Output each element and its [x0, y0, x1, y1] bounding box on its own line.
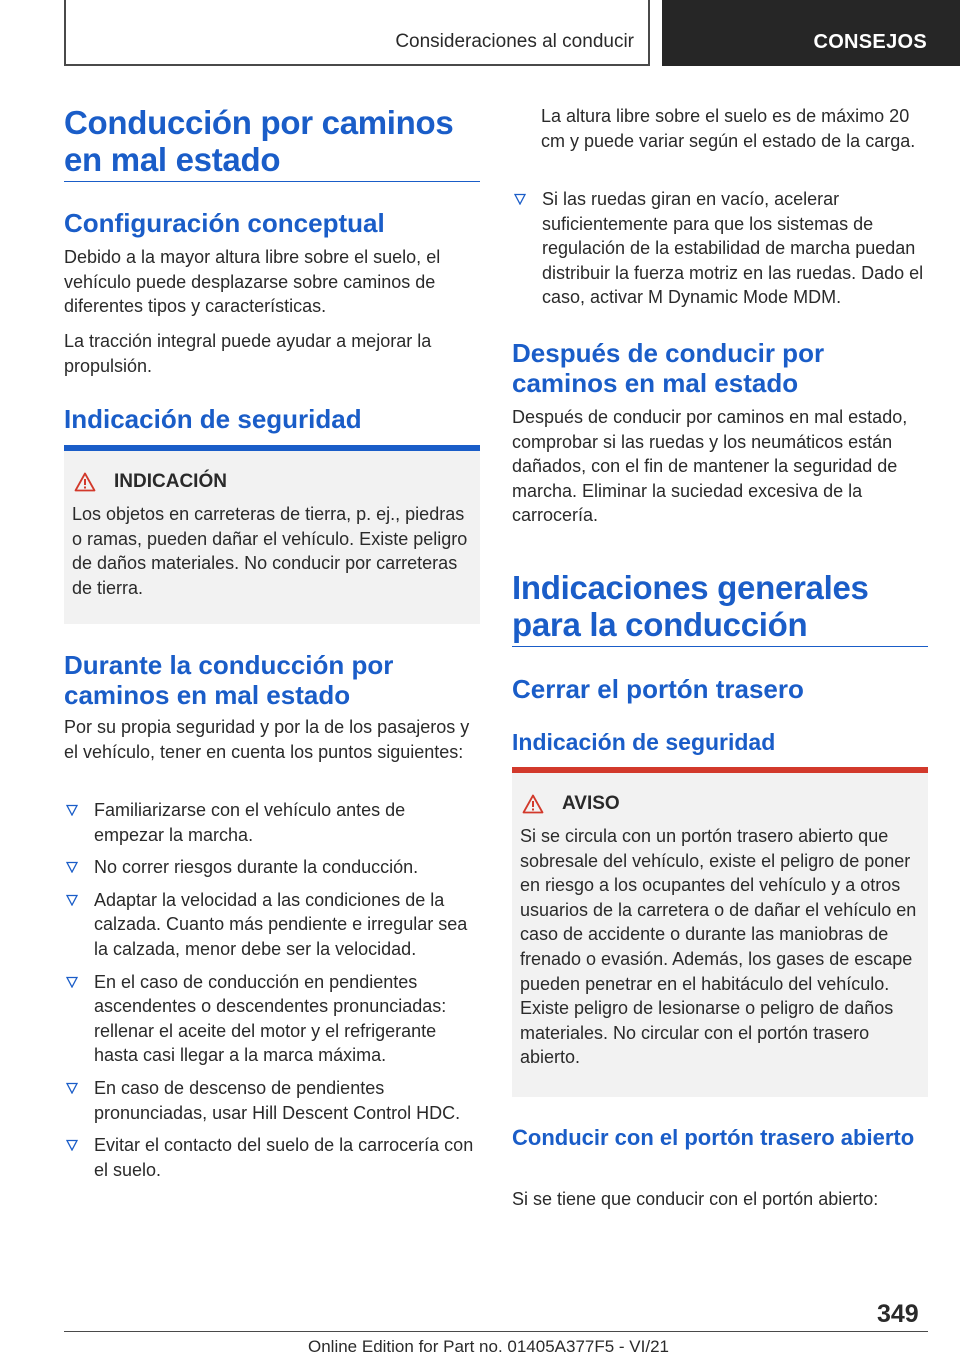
- open-tailgate-heading: Conducir con el portón trasero abierto: [512, 1125, 915, 1150]
- list-item-text: Si las ruedas giran en vacío, acelerar suficientemente para que los sistemas de regulación de la estabilidad de marcha puedan distribuir la fuerza motriz en las ruedas. Dado el caso, activar M Dynamic Mode MDM.: [542, 189, 924, 308]
- open-tailgate-paragraph: Si se tiene que conducir con el portón abierto:: [512, 1189, 879, 1209]
- triangle-bullet-icon: [514, 193, 526, 205]
- triangle-bullet-icon: [66, 976, 78, 988]
- header-section-box: [64, 0, 650, 66]
- during-heading: Durante la conducción por caminos en mal estado: [64, 650, 394, 710]
- tailgate-heading: Cerrar el portón trasero: [512, 674, 804, 704]
- list-item: [64, 970, 480, 1068]
- notice-text: Los objetos en carreteras de tierra, p. ej., piedras o ramas, pueden dañar el vehículo. Existe peligro de daños materiales. No conducir por carreteras de tierra.: [72, 504, 468, 598]
- continued-paragraph: La altura libre sobre el suelo es de máximo 20 cm y puede variar según el estado de la carga.: [541, 106, 916, 151]
- concept-paragraph-1: Debido a la mayor altura libre sobre el suelo, el vehículo puede desplazarse sobre caminos de diferentes tipos y características.: [64, 247, 441, 317]
- list-item-text: En el caso de conducción en pendientes ascendentes o descendentes pronunciadas: rellenar el aceite del motor y el refrigerante hasta casi llegar a la marca máxima.: [94, 971, 447, 1066]
- continued-list: [512, 187, 928, 318]
- notice-title: INDICACIÓN: [114, 471, 227, 492]
- list-item: [64, 1133, 480, 1182]
- page-number: 349: [877, 1300, 919, 1328]
- warning-title: AVISO: [562, 793, 620, 814]
- notice-box: [64, 445, 480, 624]
- header-chapter-tab: [662, 0, 960, 66]
- safety-heading: Indicación de seguridad: [64, 404, 362, 434]
- triangle-bullet-icon: [66, 804, 78, 816]
- warning-triangle-icon: [74, 472, 96, 492]
- warning-triangle-icon: [522, 794, 544, 814]
- tailgate-safety-heading: Indicación de seguridad: [512, 729, 776, 755]
- footer-edition: Online Edition for Part no. 01405A377F5 - VI/21: [308, 1337, 670, 1356]
- header-section-title: Consideraciones al conducir: [395, 31, 634, 52]
- concept-paragraph-2: La tracción integral puede ayudar a mejorar la propulsión.: [64, 331, 432, 376]
- title-rule: [64, 181, 480, 182]
- list-item: [64, 1076, 480, 1125]
- after-heading: Después de conducir por caminos en mal estado: [512, 338, 825, 398]
- list-item: [64, 798, 480, 847]
- triangle-bullet-icon: [66, 894, 78, 906]
- general-title: Indicaciones generales para la conducción: [512, 569, 869, 643]
- triangle-bullet-icon: [66, 861, 78, 873]
- during-intro: Por su propia seguridad y por la de los pasajeros y el vehículo, tener en cuenta los puntos siguientes:: [64, 717, 470, 762]
- warning-text: Si se circula con un portón trasero abierto que sobresale del vehículo, existe el peligro de poner en riesgo a los ocupantes del vehículo y a otros usuarios de la carretera o de dañar el vehículo en caso de accidente o durante las maniobras de frenado o evasión. Además, los gases de escape pueden penetrar en el habitáculo del vehículo. Existe peligro de lesionarse o peligro de daños materiales. No circular con el portón trasero abierto.: [520, 826, 917, 1068]
- warning-box: [512, 767, 928, 1097]
- after-paragraph: Después de conducir por caminos en mal estado, comprobar si las ruedas y los neumáticos están dañados, con el fin de mantener la seguridad de marcha. Eliminar la suciedad excesiva de la carrocería.: [512, 407, 908, 526]
- concept-heading: Configuración conceptual: [64, 208, 385, 238]
- page-title: Conducción por caminos en mal estado: [64, 104, 454, 178]
- header-chapter-label: CONSEJOS: [813, 31, 927, 53]
- footer-rule: [64, 1331, 928, 1332]
- list-item: [64, 888, 480, 962]
- general-title-rule: [512, 646, 928, 647]
- during-list: [64, 798, 480, 1190]
- list-item-text: No correr riesgos durante la conducción.: [94, 857, 419, 878]
- list-item-text: Evitar el contacto del suelo de la carrocería con el suelo.: [94, 1135, 474, 1180]
- list-item: [512, 187, 928, 310]
- list-item-text: Adaptar la velocidad a las condiciones de la calzada. Cuanto más pendiente e irregular sea la calzada, menor debe ser la velocidad.: [94, 889, 468, 959]
- list-item-text: Familiarizarse con el vehículo antes de empezar la marcha.: [94, 800, 406, 845]
- list-item-text: En caso de descenso de pendientes pronunciadas, usar Hill Descent Control HDC.: [94, 1077, 461, 1123]
- list-item: [64, 855, 480, 880]
- triangle-bullet-icon: [66, 1082, 78, 1094]
- triangle-bullet-icon: [66, 1139, 78, 1151]
